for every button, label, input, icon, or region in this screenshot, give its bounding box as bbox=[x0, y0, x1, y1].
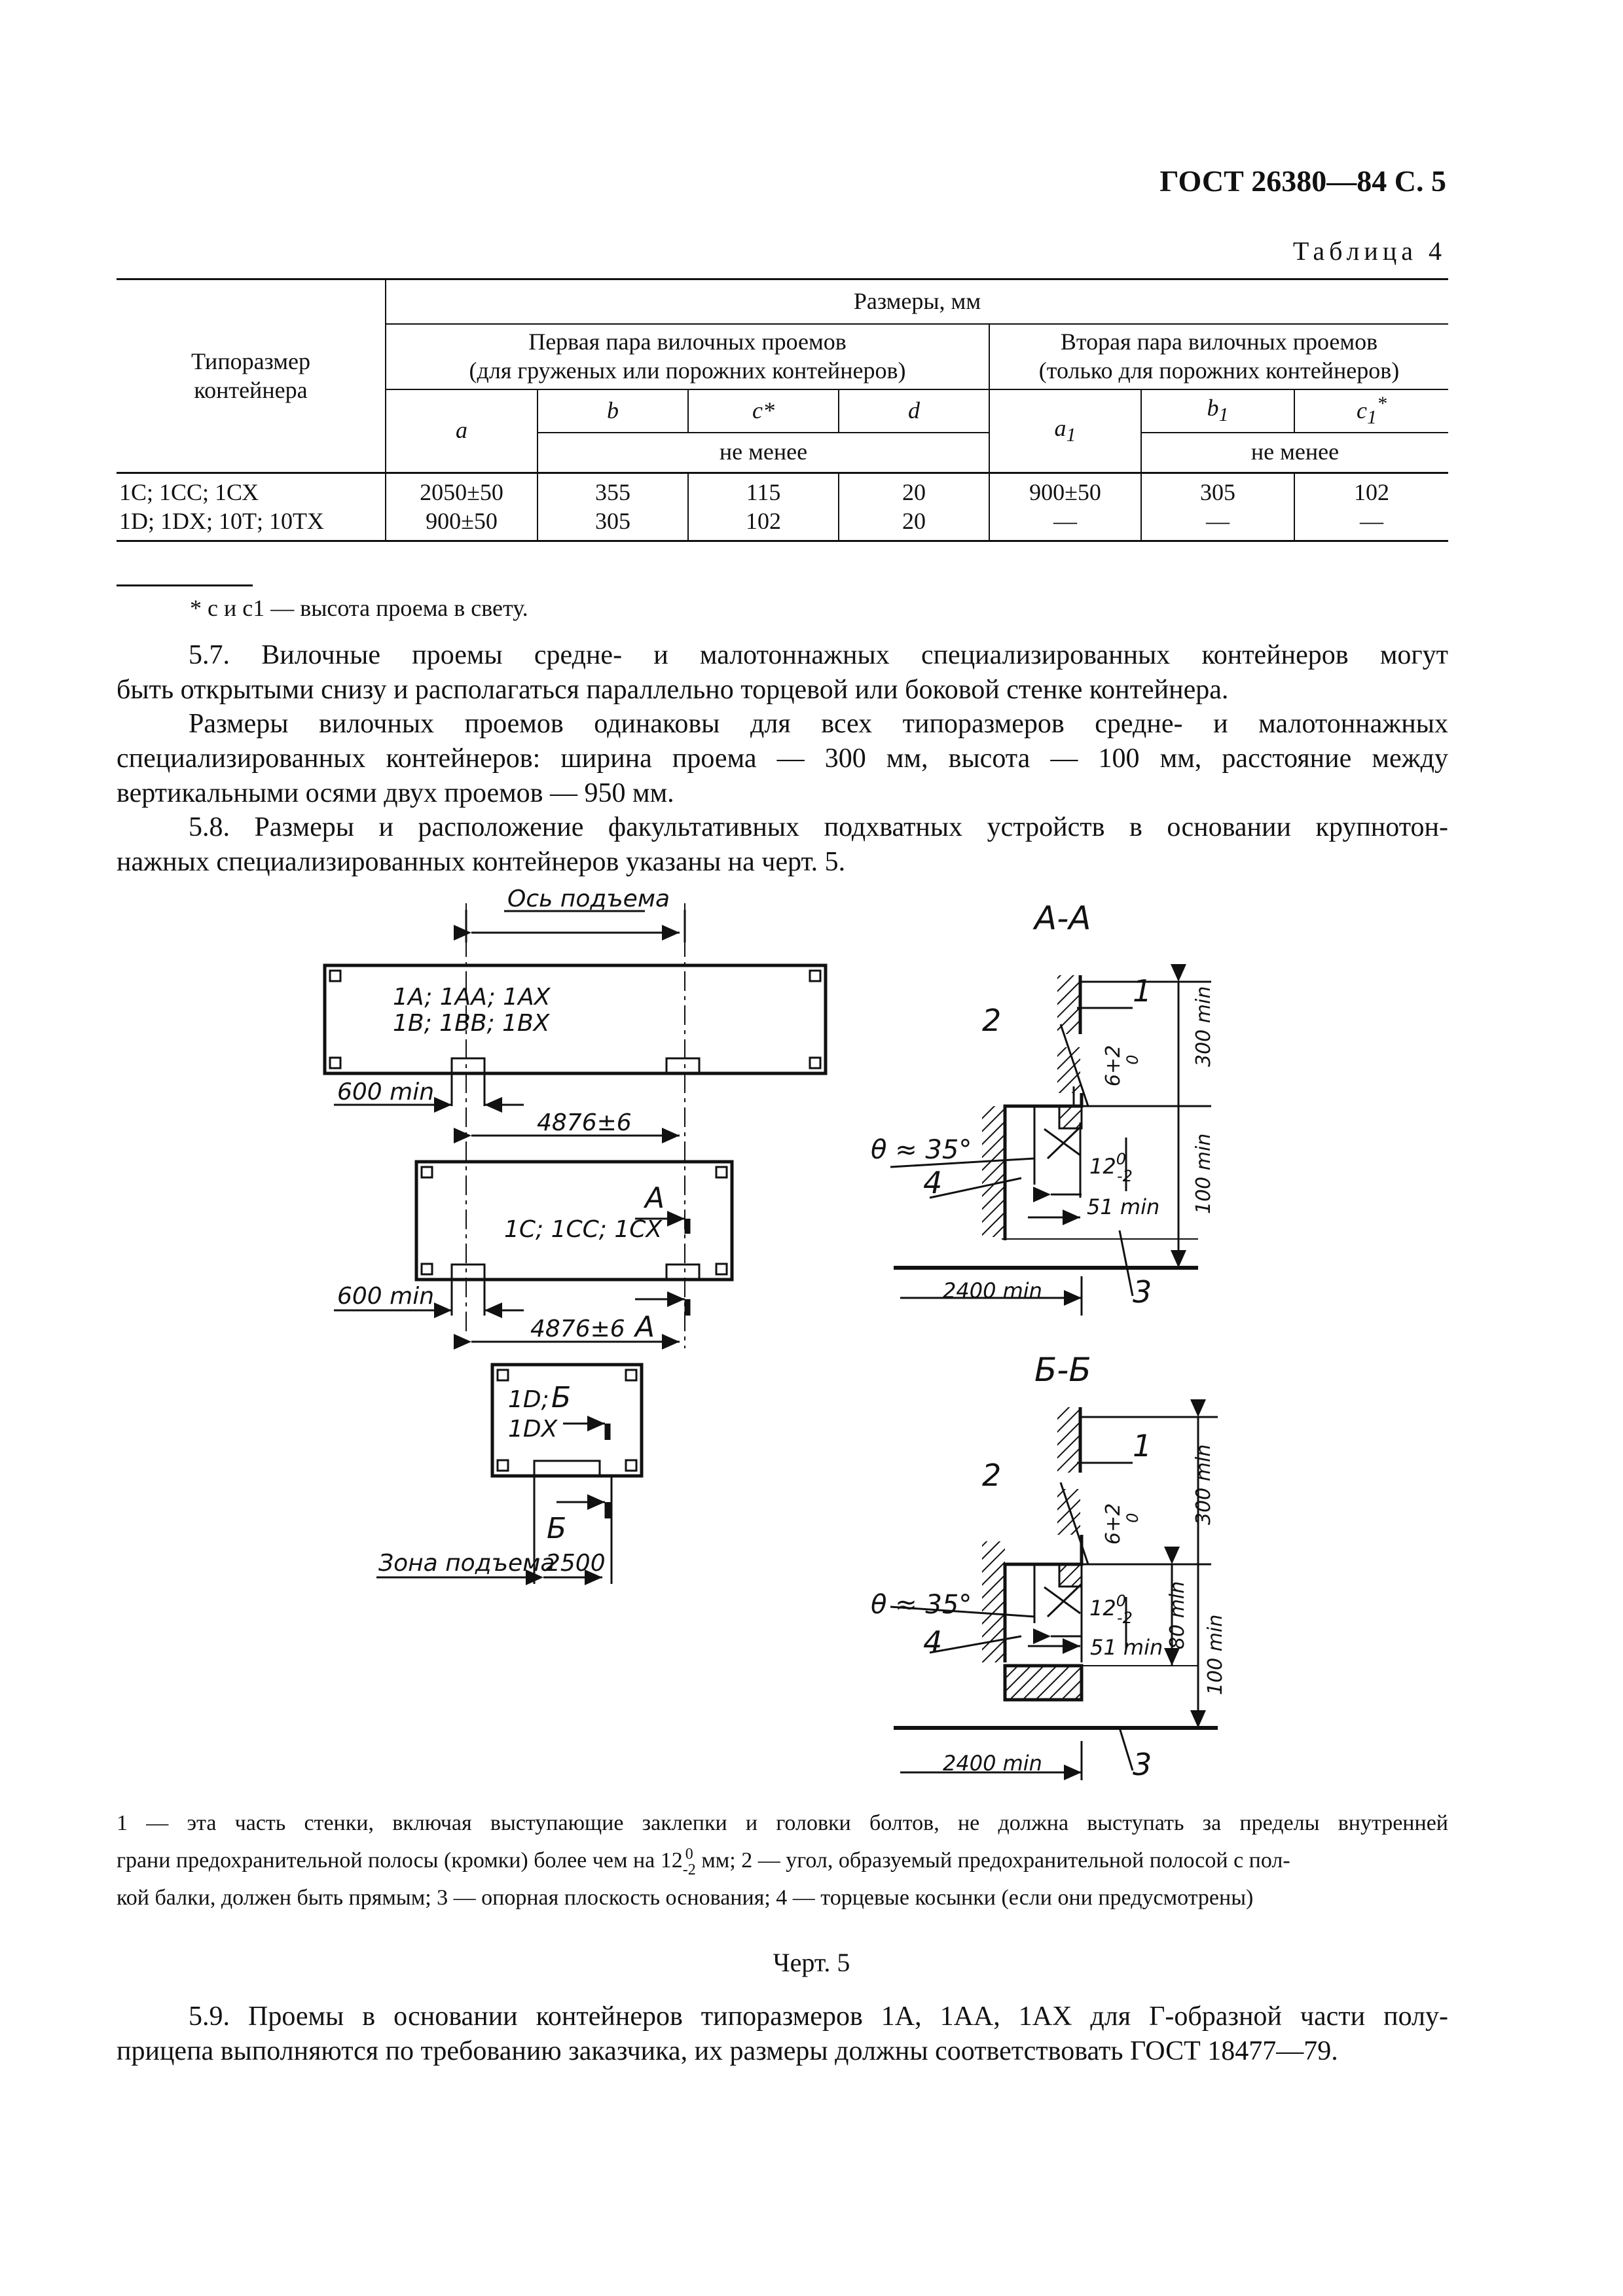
col-b1: $b_1$ bbox=[1141, 389, 1294, 433]
dim-600-row1: 600 min bbox=[337, 1079, 435, 1105]
col-b: b bbox=[538, 389, 688, 433]
section-a-bottom: A bbox=[635, 1310, 655, 1344]
bb-num-2: 2 bbox=[982, 1458, 1002, 1493]
row-type-cell: 1С; 1СС; 1СХ 1D; 1DX; 10Т; 10ТХ bbox=[117, 473, 386, 541]
aa-num-4: 4 bbox=[923, 1165, 943, 1200]
bb-dim-300: 300 min bbox=[1192, 1444, 1215, 1525]
dim-600-row2: 600 min bbox=[337, 1283, 435, 1310]
table-caption: Таблица 4 bbox=[1292, 236, 1446, 266]
caption-line-3: кой балки, должен быть прямым; 3 — опорная плоскость основания; 4 — торцевые косынки (если они предусмотрены) bbox=[117, 1886, 1254, 1910]
col-c: c* bbox=[688, 389, 839, 433]
aa-num-3: 3 bbox=[1133, 1274, 1152, 1310]
col-d: d bbox=[839, 389, 989, 433]
box1-label-2: 1B; 1BB; 1BX bbox=[393, 1010, 550, 1037]
bb-dim-6: 6+20 bbox=[1102, 1503, 1142, 1545]
paragraph-5-7: 5.7. Вилочные проемы средне- и малотоннажных специализированных контейнеров могут быть открытыми снизу и располагаться параллельно торцевой или боковой стенке контейнера. bbox=[117, 640, 1448, 705]
col-a: a bbox=[386, 389, 538, 473]
page-header: ГОСТ 26380—84 С. 5 bbox=[1159, 164, 1446, 198]
bb-dim-2400: 2400 min bbox=[943, 1751, 1042, 1776]
bb-dim-80: 80 min bbox=[1166, 1581, 1189, 1649]
section-a-top: A bbox=[645, 1181, 665, 1215]
group1-header: Первая пара вилочных проемов (для груженых или порожних контейнеров) bbox=[386, 324, 989, 389]
min-label-2: не менее bbox=[1141, 433, 1448, 473]
bb-dim-12: $12^0$ -2 bbox=[1089, 1592, 1133, 1627]
bb-num-3: 3 bbox=[1133, 1747, 1152, 1782]
paragraph-5-8: 5.8. Размеры и расположение факультативных подхватных устройств в основании крупнотон- нажных специализированных контейнеров указаны на черт. 5. bbox=[117, 812, 1448, 877]
col-c1: $c_1^*$ bbox=[1294, 389, 1448, 433]
group2-header: Вторая пара вилочных проемов (только для порожних контейнеров) bbox=[989, 324, 1448, 389]
drawing-5 bbox=[0, 870, 1623, 1787]
cell-d: 20 20 bbox=[839, 473, 989, 541]
bb-dim-51: 51 min bbox=[1090, 1635, 1163, 1660]
col-header-type: Типоразмер контейнера bbox=[117, 279, 386, 473]
aa-dim-51: 51 min bbox=[1087, 1194, 1160, 1219]
table-footnote: * c и c1 — высота проема в свету. bbox=[190, 595, 528, 621]
axis-label: Ось подъема bbox=[507, 886, 670, 912]
bb-theta: θ ≈ 35° bbox=[871, 1590, 972, 1620]
cell-a: 2050±50 900±50 bbox=[386, 473, 538, 541]
aa-dim-12: $12^0$ -2 bbox=[1089, 1150, 1133, 1185]
footnote-rule bbox=[117, 584, 253, 586]
bb-num-4: 4 bbox=[923, 1624, 943, 1660]
cell-b1: 305 — bbox=[1141, 473, 1294, 541]
cell-b: 355 305 bbox=[538, 473, 688, 541]
dim-4876-row1: 4876±6 bbox=[537, 1109, 632, 1136]
aa-theta: θ ≈ 35° bbox=[871, 1135, 972, 1165]
section-b-bottom: Б bbox=[547, 1512, 567, 1545]
bb-dim-100: 100 min bbox=[1204, 1614, 1227, 1695]
box2-label: 1C; 1CC; 1CX bbox=[504, 1216, 663, 1243]
box3-label-1: 1D; bbox=[508, 1386, 549, 1413]
box1-label-1: 1A; 1AA; 1AX bbox=[393, 984, 551, 1011]
cell-c: 115 102 bbox=[688, 473, 839, 541]
dim-4876-row2: 4876±6 bbox=[530, 1316, 625, 1342]
aa-dim-2400: 2400 min bbox=[943, 1278, 1042, 1303]
section-aa-title: А-А bbox=[1034, 899, 1091, 937]
paragraph-5-9: 5.9. Проемы в основании контейнеров типоразмеров 1А, 1АА, 1АХ для Г-образной части полу- прицепа выполняются по требованию заказчика, их размеры должны соответствовать ГОСТ 18477—79. bbox=[117, 2001, 1448, 2066]
dimensions-table bbox=[117, 278, 1448, 542]
sizes-header: Размеры, мм bbox=[386, 279, 1448, 324]
aa-dim-300: 300 min bbox=[1192, 986, 1215, 1067]
min-label-1: не менее bbox=[538, 433, 989, 473]
section-b-top: Б bbox=[551, 1381, 572, 1414]
aa-num-2: 2 bbox=[982, 1003, 1002, 1038]
aa-num-1: 1 bbox=[1133, 973, 1152, 1009]
cell-a1: 900±50 — bbox=[989, 473, 1141, 541]
lifting-zone-label: Зона подъема bbox=[378, 1550, 555, 1577]
box3-label-2: 1DX bbox=[508, 1416, 558, 1443]
col-a1: $a_1$ bbox=[989, 389, 1141, 473]
caption-line-1: 1 — эта часть стенки, включая выступающие заклепки и головки болтов, не должна выступать за пределы внутренней bbox=[117, 1811, 1448, 1835]
figure-title: Черт. 5 bbox=[773, 1948, 850, 1977]
aa-dim-100: 100 min bbox=[1192, 1133, 1215, 1214]
bb-num-1: 1 bbox=[1133, 1428, 1152, 1463]
caption-line-2: грани предохранительной полосы (кромки) более чем на 12 0 -2 мм; 2 — угол, образуемый предохранительной полосой с пол- bbox=[117, 1846, 1290, 1879]
dim-2500: 2500 bbox=[545, 1550, 606, 1577]
section-bb-title: Б-Б bbox=[1034, 1351, 1091, 1389]
aa-dim-6: 6+20 bbox=[1102, 1045, 1142, 1086]
cell-c1: 102 — bbox=[1294, 473, 1448, 541]
paragraph-5-7-sizes: Размеры вилочных проемов одинаковы для всех типоразмеров средне- и малотоннажных специализированных контейнеров: ширина проема — 300 мм, высота — 100 мм, расстояние между вертикальными осями двух проемов — 950 мм. bbox=[117, 709, 1448, 808]
